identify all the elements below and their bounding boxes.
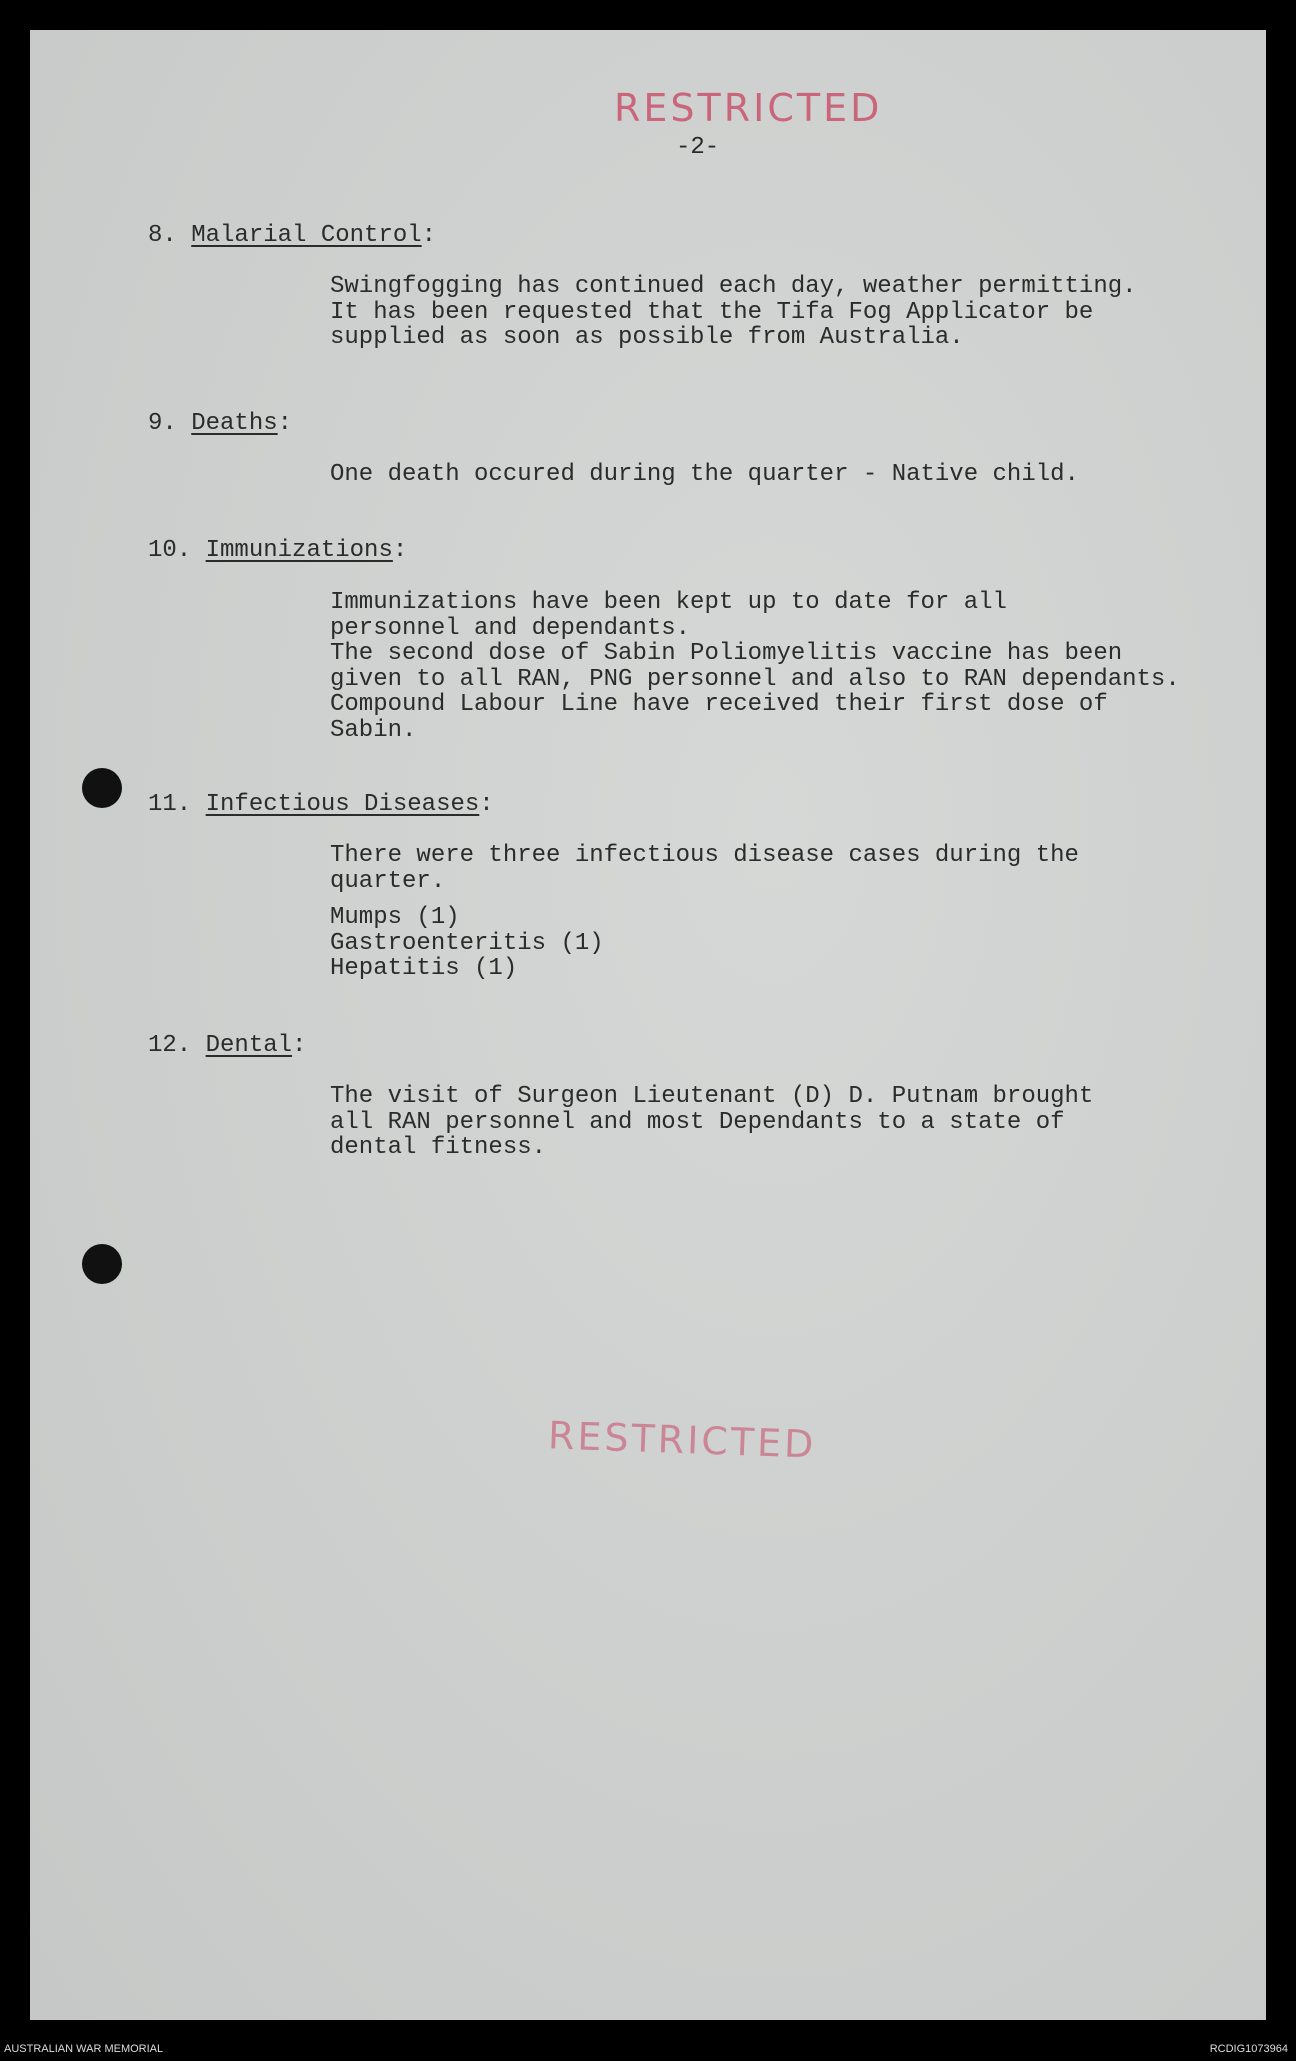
section-10-body [330, 590, 1180, 743]
body-line: dental fitness. [330, 1134, 547, 1161]
section-12-colon: : [292, 1032, 307, 1059]
punch-hole [82, 1244, 122, 1284]
footer-left-label: AUSTRALIAN WAR MEMORIAL [4, 2043, 164, 2055]
section-9-heading [148, 410, 292, 437]
section-8-colon: : [421, 222, 437, 249]
body-line: There were three infectious disease cases during the [330, 842, 1079, 869]
section-11-body [330, 843, 1079, 894]
list-item: Mumps (1) [330, 904, 460, 931]
restricted-stamp-bottom: RESTRICTED [547, 1413, 818, 1467]
section-9-colon: : [277, 410, 293, 437]
section-9-number: 9. [148, 410, 177, 437]
section-10-number: 10. [148, 537, 192, 564]
page-number: -2- [676, 134, 720, 161]
section-12-heading [148, 1032, 306, 1059]
section-8-number: 8. [148, 222, 177, 249]
section-9-title: Deaths [191, 410, 278, 437]
body-line: Swingfogging has continued each day, weather permitting. [330, 273, 1137, 300]
body-line: Immunizations have been kept up to date for all [330, 589, 1007, 616]
document-page [30, 30, 1266, 2020]
body-line: given to all RAN, PNG personnel and also to RAN dependants. [330, 665, 1180, 693]
section-11-list [330, 905, 604, 982]
section-9-body [330, 462, 1079, 488]
section-10-title: Immunizations [205, 537, 393, 564]
body-line: One death occured during the quarter - Native child. [330, 461, 1079, 488]
body-line: personnel and dependants. [330, 614, 691, 642]
restricted-stamp-top: RESTRICTED [614, 86, 883, 130]
section-11-number: 11. [148, 791, 192, 818]
body-line: The second dose of Sabin Poliomyelitis vaccine has been [330, 640, 1123, 667]
section-11-heading [148, 791, 494, 818]
section-11-title: Infectious Diseases [205, 791, 480, 818]
body-line: supplied as soon as possible from Australia. [330, 324, 964, 351]
punch-hole [82, 768, 122, 808]
body-line: The visit of Surgeon Lieutenant (D) D. Putnam brought [330, 1083, 1094, 1110]
list-item: Gastroenteritis (1) [330, 929, 604, 957]
body-line: all RAN personnel and most Dependants to a state of [330, 1108, 1065, 1136]
list-item: Hepatitis (1) [330, 955, 518, 982]
section-8-body [330, 274, 1137, 351]
section-12-number: 12. [148, 1032, 192, 1059]
body-line: Compound Labour Line have received their first dose of [330, 691, 1108, 718]
footer-right-label: RCDIG1073964 [1209, 2043, 1288, 2055]
section-12-body [330, 1084, 1093, 1161]
section-10-colon: : [392, 537, 408, 564]
section-11-colon: : [479, 791, 494, 818]
body-line: It has been requested that the Tifa Fog Applicator be [330, 298, 1094, 326]
body-line: quarter. [330, 867, 446, 895]
section-10-heading [148, 537, 407, 564]
section-12-title: Dental [205, 1032, 293, 1059]
section-8-title: Malarial Control [191, 222, 422, 249]
body-line: Sabin. [330, 716, 417, 744]
section-8-heading [148, 222, 436, 249]
